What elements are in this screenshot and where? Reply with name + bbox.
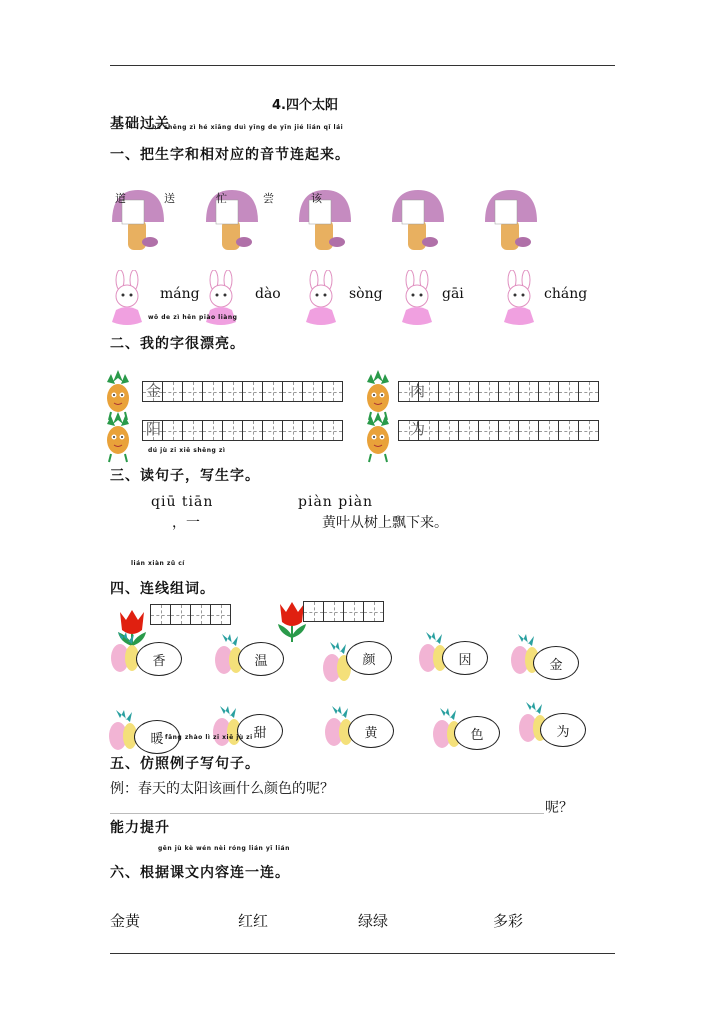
q6-word-2: 红红 <box>238 912 269 930</box>
q5-example: 例：春天的太阳该画什么颜色的呢？ <box>110 781 334 797</box>
q3-pinyin-2: piàn piàn <box>298 494 374 510</box>
mushroom-icon <box>202 186 262 258</box>
pinyin-hint-3: dú jù zi xiě shēng zì <box>148 447 226 454</box>
q2-char-4: 为 <box>410 420 426 438</box>
bunny-icon <box>300 270 344 330</box>
pineapple-icon <box>103 410 133 464</box>
q1-char-3: 忙 <box>216 192 227 205</box>
writing-cell[interactable] <box>518 420 539 441</box>
q3-sentence-b: 黄叶从树上飘下来。 <box>322 515 448 531</box>
q1-char-4: 尝 <box>263 192 274 205</box>
pinyin-hint-5: fǎng zhào lì zi xiě jù zi <box>165 734 253 741</box>
q3-pinyin-1: qiū tiān <box>151 494 214 510</box>
writing-cell[interactable] <box>242 381 263 402</box>
writing-cell[interactable] <box>262 420 283 441</box>
q2-char-2: 阳 <box>146 420 162 438</box>
writing-cell[interactable] <box>242 420 263 441</box>
pinyin-hint-2: wǒ de zì hěn piào liàng <box>148 314 238 321</box>
q1-char-1: 道 <box>115 192 126 205</box>
section-basic-heading: 基础过关 <box>110 116 170 132</box>
writing-cell[interactable] <box>498 420 519 441</box>
q5-answer-line[interactable] <box>110 813 544 814</box>
q2-char-1: 金 <box>146 382 162 400</box>
writing-cell[interactable] <box>558 420 579 441</box>
page-title: 4.四个太阳 <box>272 98 338 113</box>
bunny-icon <box>106 270 150 330</box>
q3-sentence-a: ，一 <box>172 515 200 531</box>
oval-bottom-1[interactable]: 暖 <box>134 720 180 754</box>
writing-cell[interactable] <box>323 601 344 622</box>
writing-cell[interactable] <box>202 381 223 402</box>
oval-bottom-2[interactable]: 甜 <box>237 714 283 748</box>
writing-cell[interactable] <box>302 420 323 441</box>
bottom-rule <box>110 953 615 954</box>
writing-cell[interactable] <box>363 601 384 622</box>
q4-heading: 四、连线组词。 <box>110 581 215 597</box>
writing-cell[interactable] <box>262 381 283 402</box>
q5-blank-end: 呢？ <box>545 800 573 816</box>
writing-cell[interactable] <box>303 601 324 622</box>
writing-cell[interactable] <box>343 601 364 622</box>
writing-cell[interactable] <box>282 381 303 402</box>
oval-top-2[interactable]: 温 <box>238 642 284 676</box>
writing-cell[interactable] <box>170 604 191 625</box>
q1-syllable-1: máng <box>160 286 200 302</box>
oval-top-3[interactable]: 颜 <box>346 641 392 675</box>
writing-cell[interactable] <box>150 604 171 625</box>
q1-heading: 一、把生字和相对应的音节连起来。 <box>110 147 350 163</box>
writing-cell[interactable] <box>322 381 343 402</box>
writing-cell[interactable] <box>518 381 539 402</box>
writing-cell[interactable] <box>210 604 231 625</box>
writing-cell[interactable] <box>322 420 343 441</box>
writing-cell[interactable] <box>578 420 599 441</box>
writing-cell[interactable] <box>302 381 323 402</box>
writing-cell[interactable] <box>222 420 243 441</box>
mushroom-icon <box>388 186 448 258</box>
q6-word-3: 绿绿 <box>358 912 389 930</box>
writing-cell[interactable] <box>538 420 559 441</box>
q1-char-2: 送 <box>164 192 175 205</box>
oval-bottom-3[interactable]: 黄 <box>348 714 394 748</box>
writing-cell[interactable] <box>190 604 211 625</box>
pinyin-hint-4: lián xiàn zǔ cí <box>131 560 185 567</box>
q1-syllable-4: gāi <box>442 286 464 302</box>
mushroom-icon <box>481 186 541 258</box>
writing-cell[interactable] <box>578 381 599 402</box>
q6-word-4: 多彩 <box>493 912 524 930</box>
bunny-icon <box>200 270 244 330</box>
q3-heading: 三、读句子，写生字。 <box>110 468 260 484</box>
writing-cell[interactable] <box>498 381 519 402</box>
oval-bottom-4[interactable]: 色 <box>454 716 500 750</box>
q6-heading: 六、根据课文内容连一连。 <box>110 865 290 881</box>
writing-cell[interactable] <box>162 381 183 402</box>
oval-top-4[interactable]: 因 <box>442 641 488 675</box>
writing-cell[interactable] <box>222 381 243 402</box>
writing-cell[interactable] <box>202 420 223 441</box>
writing-cell[interactable] <box>282 420 303 441</box>
writing-cell[interactable] <box>478 420 499 441</box>
q1-char-5: 该 <box>311 192 322 205</box>
oval-top-1[interactable]: 香 <box>136 642 182 676</box>
oval-bottom-5[interactable]: 为 <box>540 713 586 747</box>
writing-cell[interactable] <box>182 420 203 441</box>
q1-syllable-3: sòng <box>349 286 383 302</box>
q2-heading: 二、我的字很漂亮。 <box>110 336 245 352</box>
top-rule <box>110 65 615 66</box>
section-advanced-heading: 能力提升 <box>110 820 170 836</box>
writing-cell[interactable] <box>558 381 579 402</box>
mushroom-icon <box>295 186 355 258</box>
q5-heading: 五、仿照例子写句子。 <box>110 756 260 772</box>
oval-top-5[interactable]: 金 <box>533 646 579 680</box>
q2-char-3: 肉 <box>410 382 426 400</box>
pineapple-icon <box>363 410 393 464</box>
writing-cell[interactable] <box>438 381 459 402</box>
writing-cell[interactable] <box>182 381 203 402</box>
pinyin-hint-1: bǎ shēng zì hé xiāng duì yīng de yīn jié lián qǐ lái <box>152 124 344 131</box>
writing-cell[interactable] <box>538 381 559 402</box>
writing-cell[interactable] <box>162 420 183 441</box>
writing-cell[interactable] <box>478 381 499 402</box>
writing-cell[interactable] <box>458 381 479 402</box>
q1-syllable-2: dào <box>255 286 281 302</box>
writing-cell[interactable] <box>458 420 479 441</box>
bunny-icon <box>396 270 440 330</box>
pinyin-hint-6: gēn jù kè wén nèi róng lián yī lián <box>158 845 290 852</box>
q1-syllable-5: cháng <box>544 286 588 302</box>
bunny-icon <box>498 270 542 330</box>
q6-word-1: 金黄 <box>110 912 141 930</box>
writing-cell[interactable] <box>438 420 459 441</box>
